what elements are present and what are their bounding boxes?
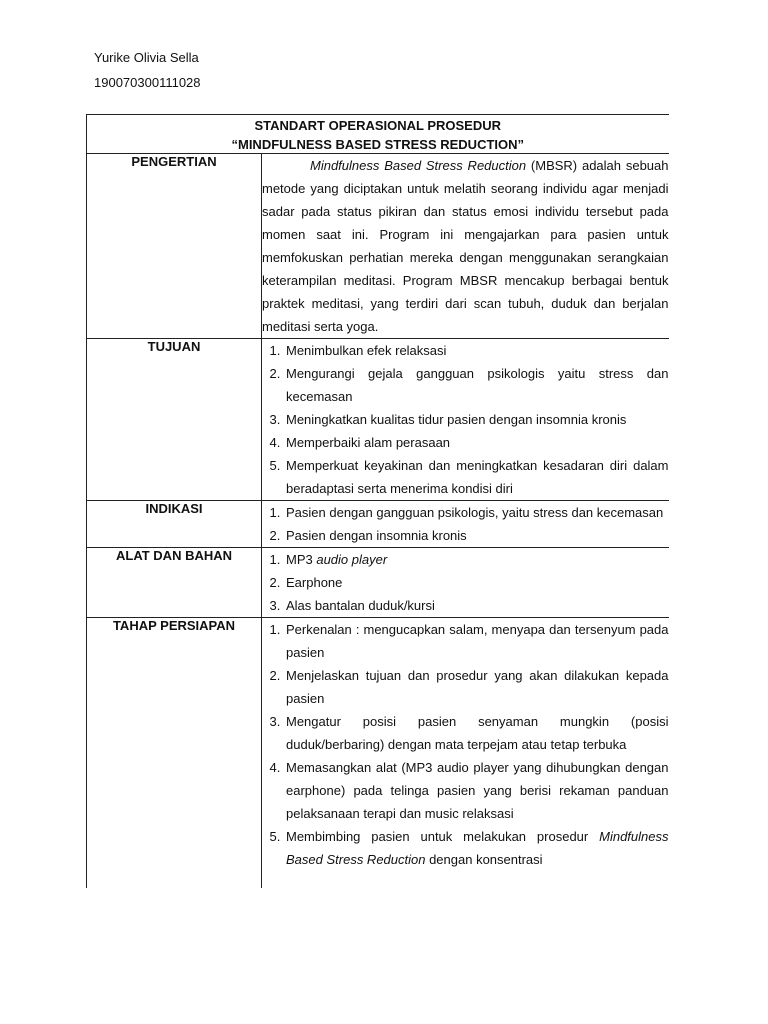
indikasi-list bbox=[262, 501, 669, 547]
content-tahap-persiapan bbox=[262, 618, 669, 889]
content-pengertian bbox=[262, 154, 669, 339]
author-name: Yurike Olivia Sella bbox=[94, 50, 199, 65]
label-tujuan: TUJUAN bbox=[87, 339, 262, 501]
row-tahap-persiapan bbox=[87, 618, 669, 889]
tujuan-item-5: 5. Memperkuat keyakinan dan meningkatkan kesadaran diri dalam beradaptasi serta menerima kondisi diri bbox=[284, 454, 669, 500]
pengertian-paragraph bbox=[262, 154, 669, 338]
tujuan-item-4: 4. Memperbaiki alam perasaan bbox=[284, 431, 669, 454]
alat-item-1-normal: MP3 bbox=[286, 552, 317, 567]
persiapan-item-5 bbox=[284, 825, 669, 871]
tujuan-item-2: 2. Mengurangi gejala gangguan psikologis yaitu stress dan kecemasan bbox=[284, 362, 669, 408]
persiapan-item-5-suffix: dengan konsentrasi bbox=[425, 852, 543, 867]
content-tujuan bbox=[262, 339, 669, 501]
persiapan-item-4: 4. Memasangkan alat (MP3 audio player yang dihubungkan dengan earphone) pada telinga pasien yang berisi rekaman panduan pelaksanaan terapi dan music relaksasi bbox=[284, 756, 669, 825]
persiapan-list bbox=[262, 618, 669, 871]
alat-item-2: 2. Earphone bbox=[284, 571, 669, 594]
sop-table bbox=[86, 114, 669, 888]
pengertian-italic-lead: Mindfulness Based Stress Reduction bbox=[310, 158, 527, 173]
tujuan-list bbox=[262, 339, 669, 500]
alat-item-1 bbox=[284, 548, 669, 571]
tujuan-item-3: 3. Meningkatkan kualitas tidur pasien dengan insomnia kronis bbox=[284, 408, 669, 431]
content-indikasi bbox=[262, 501, 669, 548]
persiapan-item-1: 1. Perkenalan : mengucapkan salam, menyapa dan tersenyum pada pasien bbox=[284, 618, 669, 664]
student-id: 190070300111028 bbox=[94, 75, 201, 90]
persiapan-item-5-italic: Mindfulness Based Stress Reduction bbox=[286, 829, 669, 867]
alat-item-3: 3. Alas bantalan duduk/kursi bbox=[284, 594, 669, 617]
persiapan-item-3: 3. Mengatur posisi pasien senyaman mungkin (posisi duduk/berbaring) dengan mata terpejam atau tetap terbuka bbox=[284, 710, 669, 756]
label-pengertian: PENGERTIAN bbox=[87, 154, 262, 339]
row-alat-bahan bbox=[87, 548, 669, 618]
alat-item-1-italic: audio player bbox=[316, 552, 388, 567]
row-tujuan bbox=[87, 339, 669, 501]
pengertian-text: (MBSR) adalah sebuah metode yang diciptakan untuk melatih seorang individu agar menjadi sadar pada status pikiran dan status emosi individu tersebut pada momen saat ini. Program ini mengajarkan para pasien untuk memfokuskan perhatian mereka dengan menggunakan serangkaian keterampilan meditasi. Program MBSR mencakup berbagai bentuk praktek meditasi, yang terdiri dari scan tubuh, duduk dan berjalan meditasi serta yoga. bbox=[262, 158, 669, 334]
persiapan-item-5-prefix: Membimbing pasien untuk melakukan prosedur bbox=[286, 829, 600, 844]
label-tahap-persiapan: TAHAP PERSIAPAN bbox=[87, 618, 262, 889]
content-alat-bahan bbox=[262, 548, 669, 618]
title-line-2: “MINDFULNESS BASED STRESS REDUCTION” bbox=[231, 137, 525, 152]
title-line-1: STANDART OPERASIONAL PROSEDUR bbox=[254, 118, 502, 133]
row-indikasi bbox=[87, 501, 669, 548]
label-indikasi: INDIKASI bbox=[87, 501, 262, 548]
label-alat-bahan: ALAT DAN BAHAN bbox=[87, 548, 262, 618]
row-pengertian bbox=[87, 154, 669, 339]
indikasi-item-2: 2. Pasien dengan insomnia kronis bbox=[284, 524, 669, 547]
tujuan-item-1: 1. Menimbulkan efek relaksasi bbox=[284, 339, 669, 362]
document-title bbox=[87, 115, 669, 154]
alat-list bbox=[262, 548, 669, 617]
indikasi-item-1: 1. Pasien dengan gangguan psikologis, yaitu stress dan kecemasan bbox=[284, 501, 669, 524]
persiapan-item-2: 2. Menjelaskan tujuan dan prosedur yang akan dilakukan kepada pasien bbox=[284, 664, 669, 710]
